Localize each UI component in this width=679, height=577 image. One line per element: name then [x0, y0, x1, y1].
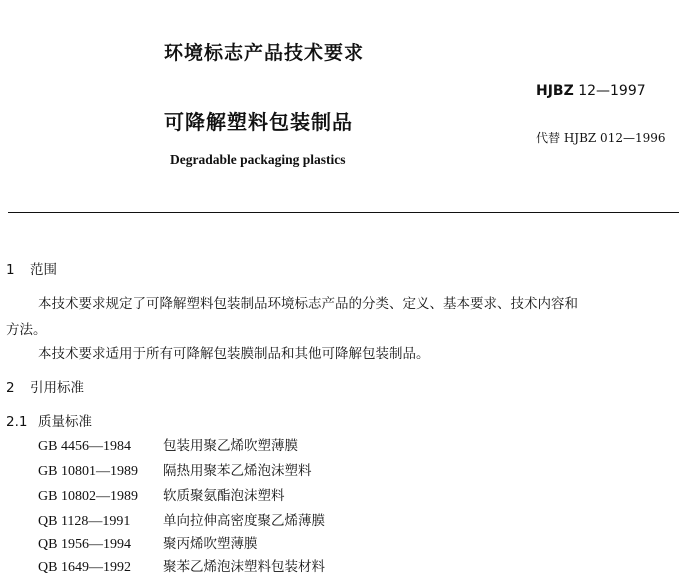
reference-row	[38, 459, 312, 480]
standard-code: HJBZ	[536, 83, 574, 99]
section-2-1-title: 质量标准	[38, 414, 92, 430]
reference-row	[38, 555, 325, 576]
standard-number-value: 12—1997	[578, 83, 646, 99]
reference-row	[38, 484, 285, 505]
reference-name: 聚丙烯吹塑薄膜	[163, 536, 258, 552]
section-2-number: 2	[6, 380, 15, 396]
reference-code: QB 1649—1992	[38, 560, 131, 575]
reference-name: 包装用聚乙烯吹塑薄膜	[163, 438, 298, 454]
section-1-para2: 本技术要求适用于所有可降解包装膜制品和其他可降解包装制品。	[38, 346, 430, 362]
reference-name: 软质聚氨酯泡沫塑料	[163, 488, 285, 504]
reference-name: 单向拉伸高密度聚乙烯薄膜	[163, 513, 325, 529]
reference-name: 聚苯乙烯泡沫塑料包装材料	[163, 559, 325, 575]
section-1-number: 1	[6, 262, 15, 278]
reference-code: GB 4456—1984	[38, 439, 131, 454]
series-title: 环境标志产品技术要求	[164, 42, 365, 64]
reference-code: QB 1956—1994	[38, 537, 131, 552]
reference-code: GB 10802—1989	[38, 489, 138, 504]
standard-number	[536, 83, 646, 99]
section-2-heading	[6, 376, 84, 396]
reference-row	[38, 434, 298, 455]
section-1-para1-line1: 本技术要求规定了可降解塑料包装制品环境标志产品的分类、定义、基本要求、技术内容和	[38, 296, 578, 312]
replaces-note: 代替 HJBZ 012—1996	[536, 131, 666, 145]
reference-code: GB 10801—1989	[38, 464, 138, 479]
section-2-1-heading	[6, 410, 92, 430]
section-1-title: 范围	[30, 262, 57, 278]
reference-row	[38, 532, 258, 553]
document-title-cn: 可降解塑料包装制品	[164, 110, 353, 134]
section-2-title: 引用标准	[30, 380, 84, 396]
document-title-en: Degradable packaging plastics	[170, 152, 346, 167]
reference-name: 隔热用聚苯乙烯泡沫塑料	[163, 463, 312, 479]
section-1-para1-line2: 方法。	[6, 322, 47, 338]
header-divider	[8, 212, 679, 213]
reference-code: QB 1128—1991	[38, 514, 131, 529]
section-2-1-number: 2.1	[6, 414, 28, 430]
reference-row	[38, 509, 325, 530]
section-1-heading	[6, 258, 57, 278]
